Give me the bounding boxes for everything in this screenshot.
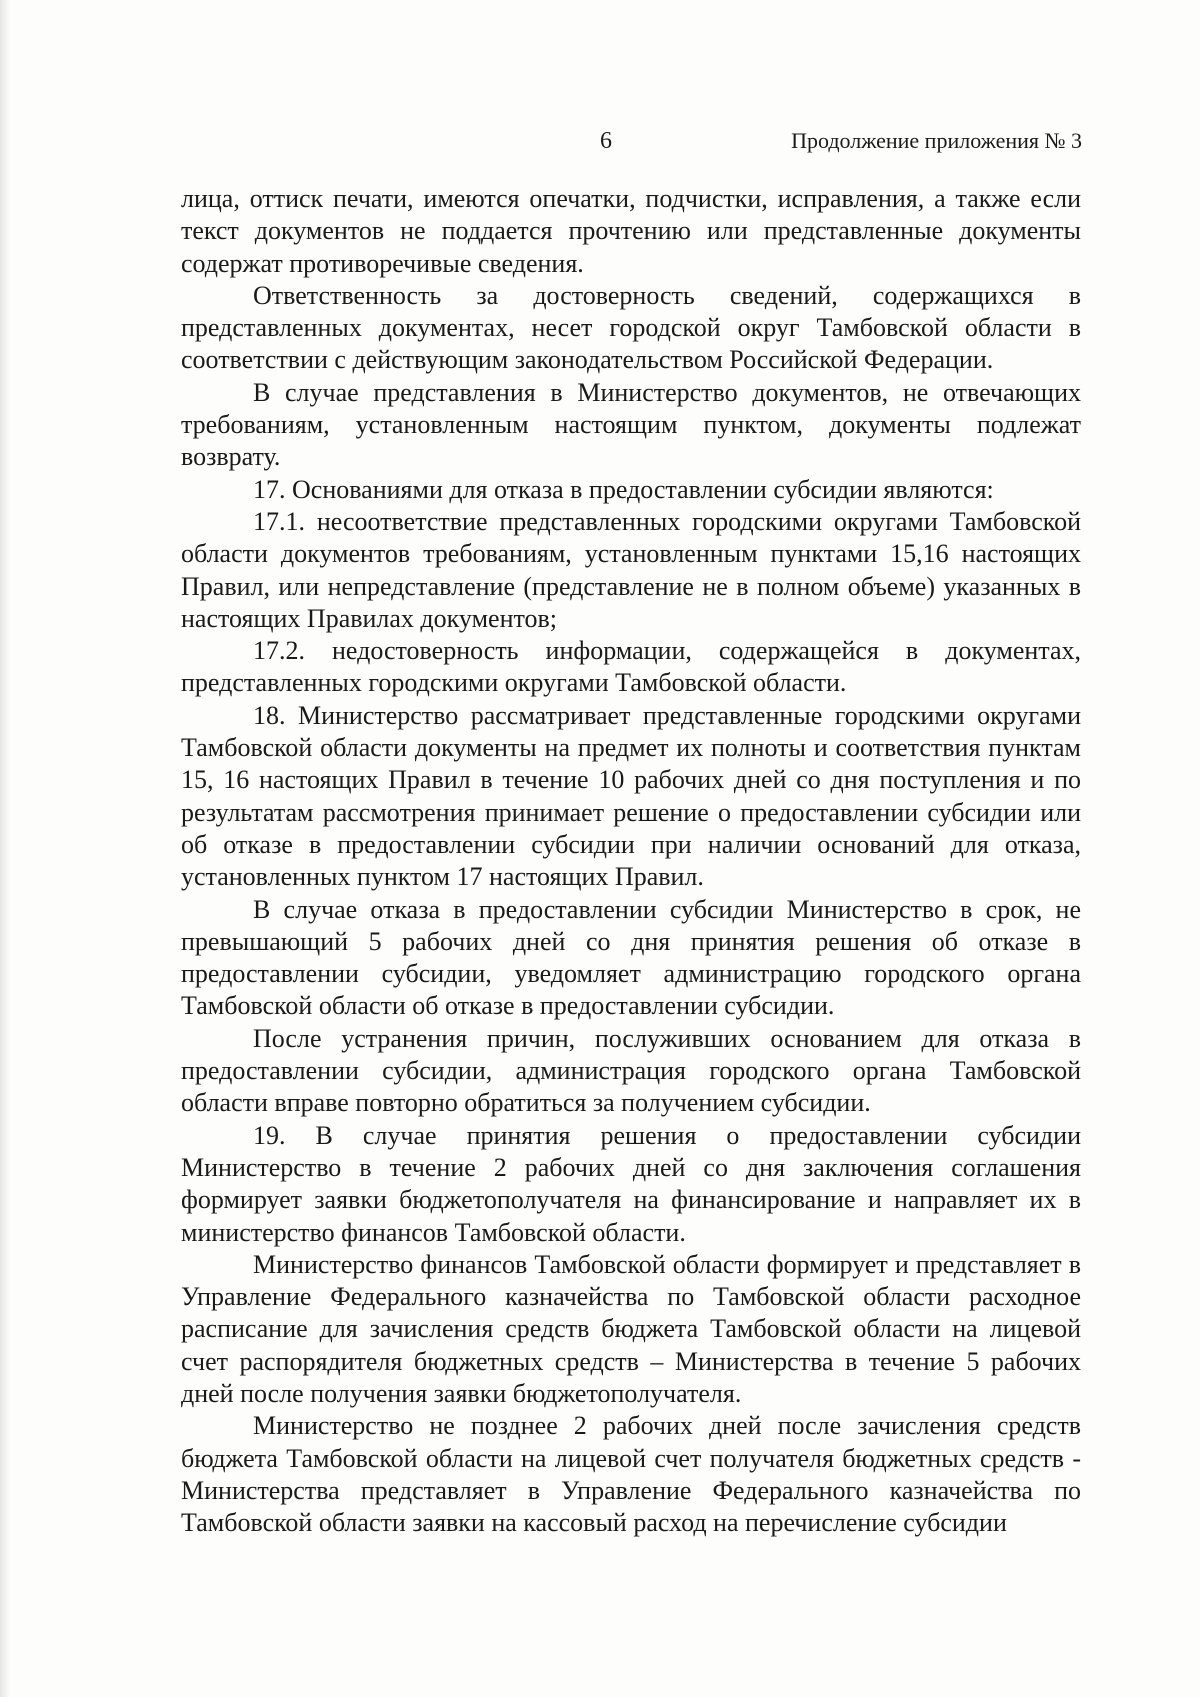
paragraph: В случае отказа в предоставлении субсидии Министерство в срок, не превышающий 5 рабочих дней со дня принятия решения об отказе в предоставлении субсидии, уведомляет администрацию городского органа Тамбовской области об отказе в предоставлении субсидии. (181, 894, 1081, 1021)
paragraph: 17. Основаниями для отказа в предоставлении субсидии являются: (253, 474, 994, 504)
paragraph: Ответственность за достоверность сведений, содержащихся в представленных документах, несет городской округ Тамбовской области в соответствии с действующим законодательством Российской Федерации. (181, 280, 1081, 375)
page-number: 6 (600, 128, 612, 154)
paragraph: 19. В случае принятия решения о предоставлении субсидии Министерство в течение 2 рабочих дней со дня заключения соглашения формирует заявки бюджетополучателя на финансирование и направляет их в министерство финансов Тамбовской области. (181, 1120, 1081, 1247)
paragraph: Министерство финансов Тамбовской области формирует и представляет в Управление Федерального казначейства по Тамбовской области расходное расписание для зачисления средств бюджета Тамбовской области на лицевой счет распорядителя бюджетных средств – Министерства в течение 5 рабочих дней после получения заявки бюджетополучателя. (181, 1249, 1081, 1408)
paragraph: 17.1. несоответствие представленных городскими округами Тамбовской области документов требованиям, установленным пунктами 15,16 настоящих Правил, или непредставление (представление не в полном объеме) указанных в настоящих Правилах документов; (181, 506, 1081, 633)
appendix-continuation-note: Продолжение приложения № 3 (791, 128, 1082, 153)
paragraph: Министерство не позднее 2 рабочих дней после зачисления средств бюджета Тамбовской области на лицевой счет получателя бюджетных средств - Министерства представляет в Управление Федерального казначейства по Тамбовской области заявки на кассовый расход на перечисление субсидии (181, 1411, 1081, 1538)
paragraph: 17.2. недостоверность информации, содержащейся в документах, представленных городскими округами Тамбовской области. (181, 636, 1081, 698)
document-body (181, 183, 1081, 1539)
paragraph: лица, оттиск печати, имеются опечатки, подчистки, исправления, а также если текст документов не поддается прочтению или представленные документы содержат противоречивые сведения. (181, 184, 1081, 278)
paragraph: В случае представления в Министерство документов, не отвечающих требованиям, установленным настоящим пунктом, документы подлежат возврату. (181, 377, 1081, 472)
paragraph: 18. Министерство рассматривает представленные городскими округами Тамбовской области документы на предмет их полноты и соответствия пунктам 15, 16 настоящих Правил в течение 10 рабочих дней со дня поступления и по результатам рассмотрения принимает решение о предоставлении субсидии или об отказе в предоставлении субсидии при наличии оснований для отказа, установленных пунктом 17 настоящих Правил. (181, 700, 1081, 892)
paragraph: После устранения причин, послуживших основанием для отказа в предоставлении субсидии, администрация городского органа Тамбовской области вправе повторно обратиться за получением субсидии. (181, 1023, 1081, 1118)
scan-edge-shadow (0, 0, 10, 1697)
